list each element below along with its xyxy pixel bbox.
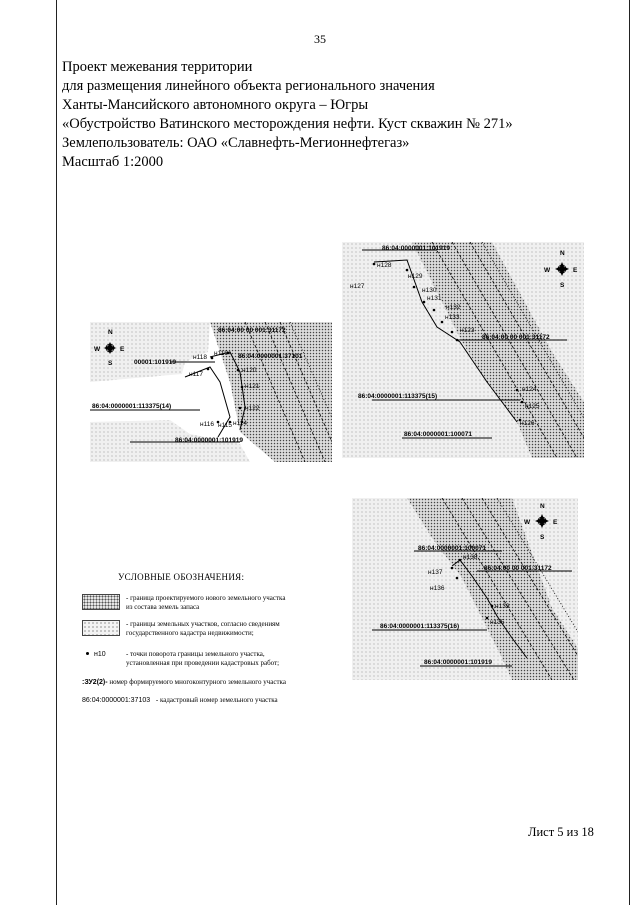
map-2-point-124: н124 bbox=[522, 386, 537, 393]
legend-marker-label: н10 bbox=[94, 651, 106, 658]
map-1-point-119: н119 bbox=[214, 350, 228, 357]
map-2-compass-s: S bbox=[560, 282, 565, 289]
map-1-compass-s: S bbox=[108, 360, 113, 367]
map-1-parcel-101919-top: 00001:101919 bbox=[134, 359, 176, 366]
legend-item-multicontour bbox=[82, 678, 286, 687]
legend-title: УСЛОВНЫЕ ОБОЗНАЧЕНИЯ: bbox=[118, 572, 245, 582]
map-1-point-122: н122 bbox=[245, 405, 260, 412]
map-2 bbox=[342, 242, 584, 458]
legend-item-cadastral-number bbox=[82, 696, 278, 705]
map-2-point-123: н123 bbox=[460, 327, 475, 334]
map-1-point-117: н117 bbox=[189, 371, 203, 378]
legend-swatch-cadastral bbox=[82, 620, 120, 636]
map-3-point-138: н138 bbox=[463, 554, 478, 561]
title-line-2: для размещения линейного объекта регионального значения bbox=[62, 78, 435, 94]
sheet-number: Лист 5 из 18 bbox=[528, 825, 594, 839]
map-1-point-118: н118 bbox=[193, 354, 207, 361]
map-1-compass-n: N bbox=[108, 329, 113, 336]
title-line-4: «Обустройство Ватинского месторождения нефти. Куст скважин № 271» bbox=[62, 116, 513, 132]
map-1-svg bbox=[90, 322, 332, 462]
map-1-point-114: н114 bbox=[233, 420, 247, 427]
map-1 bbox=[90, 322, 332, 462]
map-3-point-137: н137 bbox=[428, 569, 443, 576]
map-1-point-115: н115 bbox=[218, 422, 232, 429]
map-1-parcel-101919-bottom: 86:04:0000001:101919 bbox=[175, 437, 243, 444]
legend-multicontour-text: номер формируемого многоконтурного земельного участка bbox=[109, 678, 286, 686]
map-3-compass-w: W bbox=[524, 519, 531, 526]
map-2-parcel-31172: 86:04:00 00 001:31172 bbox=[482, 334, 550, 341]
legend-text-turning-point-2: установленная при проведении кадастровых работ; bbox=[126, 659, 280, 667]
right-edge-line bbox=[629, 0, 630, 905]
map-1-parcel-31172: 86:04:00 00 001:31172 bbox=[218, 327, 286, 334]
map-3-compass-s: S bbox=[540, 534, 545, 541]
title-line-5: Землепользователь: ОАО «Славнефть-Мегионнефтегаз» bbox=[62, 135, 410, 151]
map-3-compass-e: E bbox=[553, 519, 558, 526]
map-1-compass-w: W bbox=[94, 346, 101, 353]
map-2-parcel-100071: 86:04:0000001:100071 bbox=[404, 431, 472, 438]
map-3-compass-n: N bbox=[540, 503, 545, 510]
title-line-1: Проект межевания территории bbox=[62, 59, 253, 75]
title-line-3: Ханты-Мансийского автономного округа – Югры bbox=[62, 97, 369, 113]
legend-text-turning-point bbox=[126, 650, 279, 668]
title-line-6: Масштаб 1:2000 bbox=[62, 154, 164, 170]
map-2-point-128: н128 bbox=[377, 262, 392, 269]
map-2-point-130: н130 bbox=[422, 287, 437, 294]
map-2-point-132: н132 bbox=[446, 304, 461, 311]
map-2-point-131: н131 bbox=[427, 295, 442, 302]
legend-cadastral-number-text: - кадастровый номер земельного участка bbox=[155, 696, 278, 704]
map-3-parcel-101919: 86:04:0000001:101919 bbox=[424, 659, 492, 666]
map-3-parcel-113375-16: 86:04:0000001:113375(16) bbox=[380, 623, 460, 630]
map-1-parcel-113375-14: 86:04:0000001:113375(14) bbox=[92, 403, 172, 410]
map-1-point-121: н121 bbox=[245, 383, 260, 390]
map-2-point-133: н133 bbox=[445, 314, 460, 321]
map-1-parcel-37101: 86:04:0000001:37101 bbox=[238, 353, 303, 360]
map-2-compass-w: W bbox=[544, 267, 551, 274]
legend-multicontour-code: :ЗУ2(2)- bbox=[82, 679, 108, 686]
map-3-svg bbox=[352, 498, 578, 680]
legend-text-new-parcel-1: - граница проектируемого нового земельного участка bbox=[126, 594, 286, 602]
legend-text-turning-point-1: - точки поворота границы земельного участка, bbox=[126, 650, 265, 658]
map-2-point-127: н127 bbox=[350, 283, 365, 290]
map-2-point-125: н125 bbox=[525, 403, 540, 410]
legend-swatch-new-parcel bbox=[82, 594, 120, 610]
legend-text-cadastral-2: государственного кадастра недвижимости; bbox=[126, 629, 254, 637]
map-2-compass-n: N bbox=[560, 250, 565, 257]
map-1-point-120: н120 bbox=[242, 367, 257, 374]
legend-cadastral-number-code: 86:04:0000001:37103 bbox=[82, 697, 151, 704]
map-3-point-136: н136 bbox=[430, 585, 445, 592]
title-block bbox=[62, 58, 513, 172]
map-3-parcel-100071: 86:04:0000001:100071 bbox=[418, 545, 486, 552]
left-edge-line bbox=[56, 0, 57, 905]
map-1-compass-e: E bbox=[120, 346, 125, 353]
map-2-parcel-113375-15: 86:04:0000001:113375(15) bbox=[358, 393, 438, 400]
map-1-point-116: н116 bbox=[200, 421, 214, 428]
legend-text-cadastral-1: - границы земельных участков, согласно сведениям bbox=[126, 620, 280, 628]
map-2-point-126: н126 bbox=[520, 420, 535, 427]
map-2-point-129: н129 bbox=[408, 273, 423, 280]
map-3-point-139: н139 bbox=[495, 603, 510, 610]
map-3-point-135: н135 bbox=[490, 619, 505, 626]
map-2-svg bbox=[342, 242, 584, 458]
page-number: 35 bbox=[314, 32, 326, 46]
legend-text-new-parcel-2: из состава земель запаса bbox=[126, 603, 200, 611]
legend-dot-icon bbox=[86, 652, 89, 655]
legend-text-new-parcel bbox=[126, 594, 285, 612]
map-3-parcel-31172: 86:04:00 00 001:31172 bbox=[484, 565, 552, 572]
legend-text-cadastral bbox=[126, 620, 280, 638]
map-2-compass-e: E bbox=[573, 267, 578, 274]
map-3 bbox=[352, 498, 578, 680]
map-2-parcel-101919: 86:04:0000001:101919 bbox=[382, 245, 450, 252]
